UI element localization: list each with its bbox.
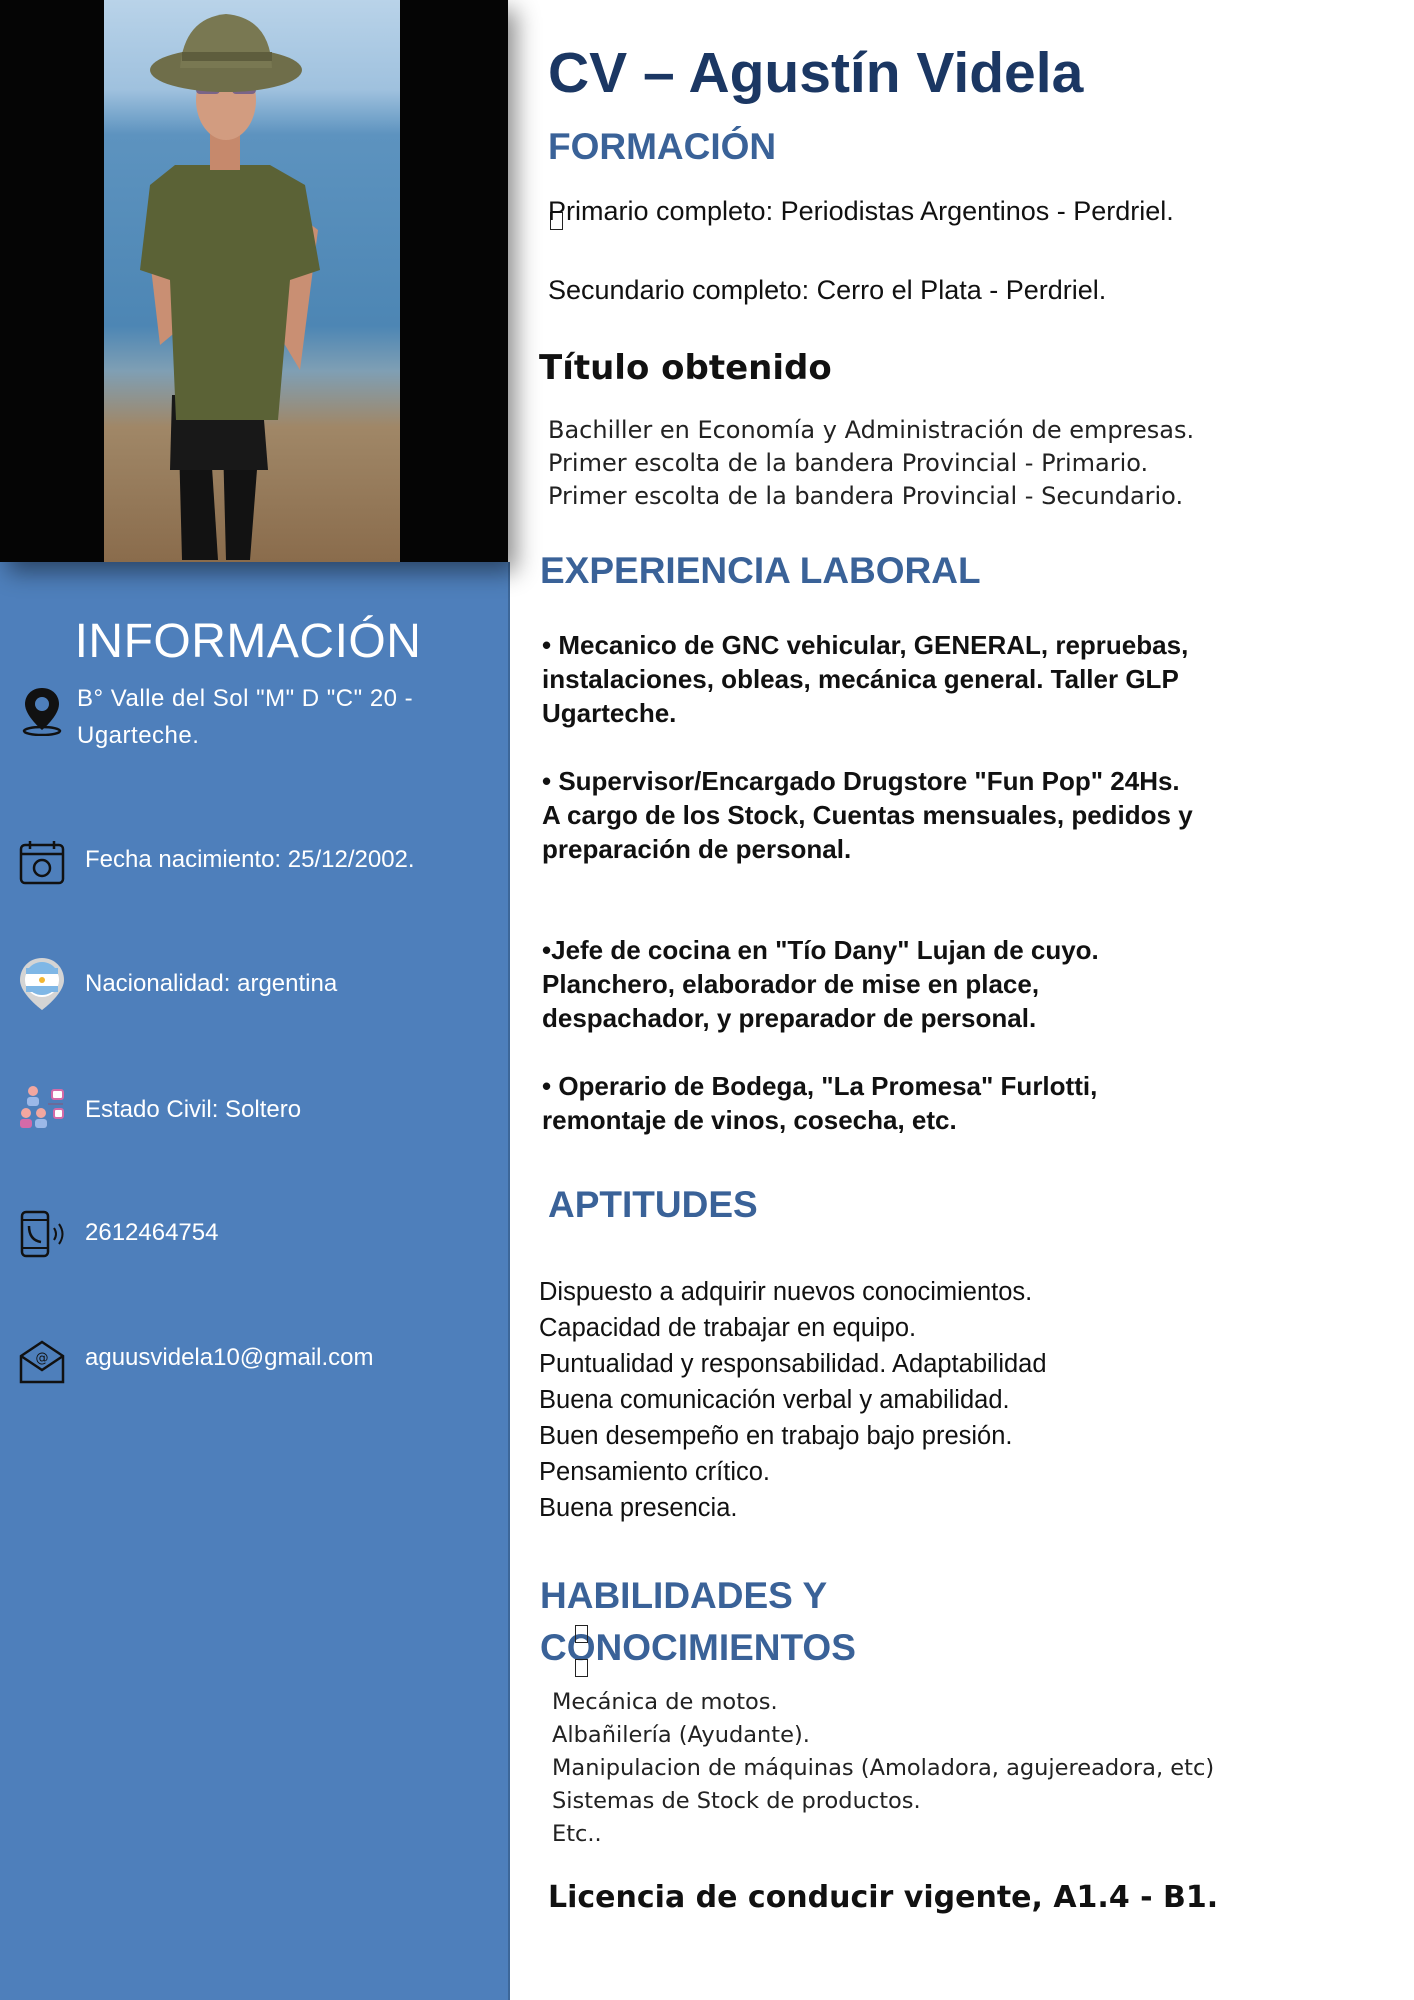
- education-heading: FORMACIÓN: [548, 126, 777, 167]
- license-text: Licencia de conducir vigente, A1.4 - B1.: [548, 1880, 1219, 1915]
- list-item: Primer escolta de la bandera Provincial - Primario.: [548, 449, 1149, 477]
- missing-glyph-icon: [575, 1659, 588, 1677]
- argentina-flag-pin-icon: [16, 956, 68, 1012]
- experience-item: • Operario de Bodega, "La Promesa" Furlotti, remontaje de vinos, cosecha, etc.: [542, 1071, 1098, 1135]
- list-item: Sistemas de Stock de productos.: [552, 1788, 921, 1814]
- list-item: Buen desempeño en trabajo bajo presión.: [539, 1422, 1013, 1450]
- list-item: Bachiller en Economía y Administración de empresas.: [548, 416, 1195, 444]
- nationality-text: Nacionalidad: argentina: [85, 970, 338, 997]
- list-item: Pensamiento crítico.: [539, 1458, 771, 1486]
- secondary-education: Secundario completo: Cerro el Plata - Perdriel.: [548, 275, 1107, 305]
- list-item: Buena presencia.: [539, 1494, 738, 1522]
- info-sidebar: [0, 562, 510, 2000]
- email-envelope-icon: [16, 1336, 68, 1388]
- list-item: Manipulacion de máquinas (Amoladora, agujereadora, etc): [552, 1755, 1215, 1781]
- experience-item: •Jefe de cocina en "Tío Dany" Lujan de cuyo. Planchero, elaborador de mise en place, despachador, y preparador de personal.: [542, 935, 1099, 1033]
- aptitudes-heading: APTITUDES: [548, 1184, 758, 1225]
- list-item: Buena comunicación verbal y amabilidad.: [539, 1386, 1010, 1414]
- list-item: Capacidad de trabajar en equipo.: [539, 1314, 917, 1342]
- birthdate-text: Fecha nacimiento: 25/12/2002.: [85, 846, 415, 873]
- family-icon: [16, 1082, 68, 1134]
- civil-status-text: Estado Civil: Soltero: [85, 1096, 302, 1123]
- missing-glyph-icon: [575, 1625, 588, 1643]
- sidebar-heading: INFORMACIÓN: [74, 615, 422, 668]
- phone-icon: [16, 1208, 68, 1260]
- primary-education: Primario completo: Periodistas Argentinos - Perdriel.: [548, 196, 1174, 226]
- profile-photo: [0, 0, 508, 562]
- experience-item: • Mecanico de GNC vehicular, GENERAL, repruebas, instalaciones, obleas, mecánica general. Taller GLP Ugarteche.: [542, 630, 1189, 728]
- location-pin-icon: [16, 684, 68, 736]
- email-text: aguusvidela10@gmail.com: [85, 1344, 374, 1371]
- aptitudes-list: [539, 1274, 1047, 1526]
- skills-heading-line2: CONOCIMIENTOS: [540, 1627, 856, 1668]
- phone-text: 2612464754: [85, 1219, 219, 1246]
- experience-heading: EXPERIENCIA LABORAL: [540, 550, 981, 591]
- person-figure: [0, 0, 508, 562]
- list-item: Mecánica de motos.: [552, 1689, 778, 1715]
- list-item: Puntualidad y responsabilidad. Adaptabilidad: [539, 1350, 1047, 1378]
- page-title: CV – Agustín Videla: [548, 41, 1084, 105]
- experience-item: • Supervisor/Encargado Drugstore "Fun Pop" 24Hs. A cargo de los Stock, Cuentas mensuales, pedidos y preparación de personal.: [542, 766, 1193, 864]
- calendar-baby-icon: [16, 837, 68, 889]
- list-item: Albañilería (Ayudante).: [552, 1722, 810, 1748]
- skills-list: [552, 1686, 1214, 1851]
- list-item: Etc..: [552, 1821, 602, 1847]
- list-item: Primer escolta de la bandera Provincial - Secundario.: [548, 482, 1184, 510]
- skills-heading-line1: HABILIDADES Y: [540, 1575, 828, 1616]
- address-text: B° Valle del Sol "M" D "C" 20 - Ugarteche.: [77, 685, 414, 749]
- list-item: Dispuesto a adquirir nuevos conocimientos.: [539, 1278, 1033, 1306]
- svg-text:@: @: [35, 1351, 49, 1366]
- degrees-heading: Título obtenido: [539, 348, 832, 388]
- degrees-list: [548, 414, 1194, 513]
